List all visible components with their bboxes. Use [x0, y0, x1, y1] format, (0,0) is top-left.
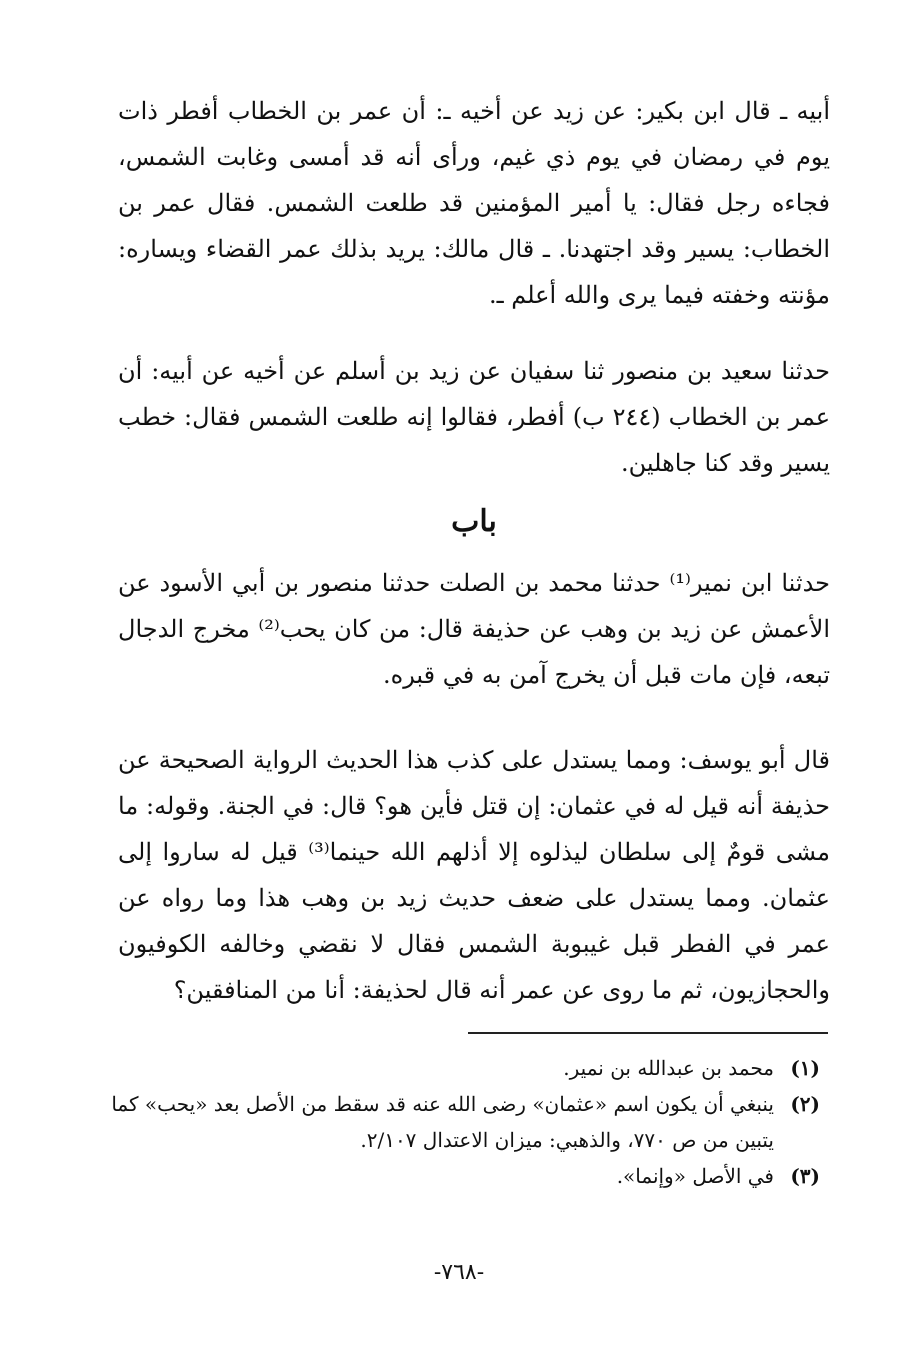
footnote-number: (٣): [790, 1164, 820, 1188]
footnotes-list: [100, 1050, 820, 1194]
page-number: -٧٦٨-: [433, 1260, 485, 1285]
footnote-1: [100, 1050, 820, 1086]
footnote-divider: [468, 1032, 828, 1034]
body-paragraph-2: حدثنا سعيد بن منصور ثنا سفيان عن زيد بن أسلم عن أخيه عن أبيه: أن عمر بن الخطاب (٢٤٤ ب) أفطر، فقالوا إنه طلعت الشمس فقال: خطب يسير وقد كنا جاهلين.: [118, 357, 831, 477]
footnote-text: ينبغي أن يكون اسم «عثمان» رضى الله عنه قد سقط من الأصل بعد «يحب» كما يتبين من ص ٧٧٠، والذهبي: ميزان الاعتدال ٢/١٠٧.: [111, 1092, 774, 1152]
body-paragraph-3: حدثنا ابن نمير⁽¹⁾ حدثنا محمد بن الصلت حدثنا منصور بن أبي الأسود عن الأعمش عن زيد بن وهب عن حذيفة قال: من كان يحب⁽²⁾ مخرج الدجال تبعه، فإن مات قبل أن يخرج آمن به في قبره.: [118, 569, 830, 689]
footnote-text: في الأصل «وإنما».: [616, 1164, 774, 1188]
footnote-number: (١): [790, 1056, 820, 1080]
footnote-2: [100, 1086, 820, 1158]
footnote-3: [100, 1158, 820, 1194]
footnote-number: (٢): [790, 1092, 820, 1116]
body-paragraph-4: قال أبو يوسف: ومما يستدل على كذب هذا الحديث الرواية الصحيحة عن حذيفة أنه قيل له في عثمان: إن قتل فأين هو؟ قال: في الجنة. وقوله: ما مشى قومٌ إلى سلطان ليذلوه إلا أذلهم الله حينما⁽³⁾ قيل له ساروا إلى عثمان. ومما يستدل على ضعف حديث زيد بن وهب هذا وما رواه عن عمر في الفطر قبل غيبوبة الشمس فقال لا نقضي وخالفه الكوفيون والحجازيون، ثم ما روى عن عمر أنه قال لحذيفة: أنا من المنافقين؟: [118, 746, 831, 1004]
footnote-text: محمد بن عبدالله بن نمير.: [563, 1056, 774, 1080]
section-heading: باب: [451, 504, 497, 539]
body-paragraph-1: أبيه ـ قال ابن بكير: عن زيد عن أخيه ـ: أن عمر بن الخطاب أفطر ذات يوم في رمضان في يوم ذي غيم، ورأى أنه قد أمسى وغابت الشمس، فجاءه رجل فقال: يا أمير المؤمنين قد طلعت الشمس. فقال عمر بن الخطاب: يسير وقد اجتهدنا. ـ قال مالك: يريد بذلك عمر القضاء ويساره: مؤنته وخفته فيما يرى والله أعلم ـ.: [118, 97, 830, 309]
